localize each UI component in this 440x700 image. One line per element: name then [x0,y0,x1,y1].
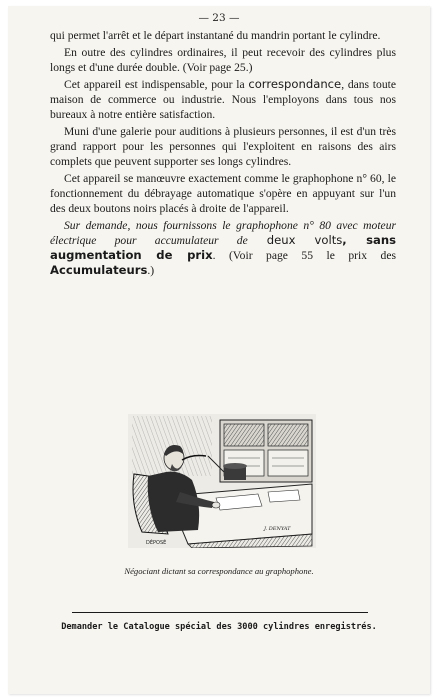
deposit-mark: DÉPOSÉ [146,540,167,546]
paragraph-3-before: Cet appareil est indispensable, pour la [64,78,249,91]
page-number: — 23 — [198,12,240,24]
illustration-caption: Négociant dictant sa correspondance au graphophone. [124,566,314,576]
footer-note: Demander le Catalogue spécial des 3000 cylindres enregistrés. [61,622,377,632]
paragraph-6-bold-2: Accumulateurs [50,263,148,277]
paragraph-1: qui permet l'arrêt et le départ instantané du mandrin portant le cylindre. [50,29,381,42]
paragraph-3-emphasis: correspondance [248,77,342,91]
paragraph-5: Cet appareil se manœuvre exactement comme le graphophone n° 60, le fonctionnement du débrayage automatique s'opère en appuyant sur l'un des deux boutons noirs placés à droite de l'appareil. [50,172,396,215]
paragraph-3-after: , dans toute maison de commerce ou industrie. Nous l'employons dans tous nos bureaux à notre entière satisfaction. [50,78,396,121]
engraving-man-at-desk-icon [128,414,316,548]
paragraph-6-after: . (Voir page 55 le prix des [212,249,396,262]
paragraph-6-sans: deux volts [247,233,343,247]
catalog-page [8,6,430,694]
paragraph-6-end: .) [147,264,155,277]
paragraph-6 [50,218,396,278]
body-text [50,28,396,280]
engraver-signature: J. DENYAT [264,526,291,532]
paragraph-4: Muni d'une galerie pour auditions à plusieurs personnes, il est d'un très grand rapport pour les personnes qui l'exploitent en raisons des airs complets que peuvent supporter ses longs cylindres. [50,125,396,168]
divider [72,612,368,613]
paragraph-6-italic: Sur demande, nous fournissons le graphophone n° 80 avec moteur électrique pour accumulateur de [50,219,396,247]
paragraph-3 [50,77,396,122]
paragraph-2: En outre des cylindres ordinaires, il peut recevoir des cylindres plus longs et d'une durée double. (Voir page 25.) [50,46,396,74]
paragraph-6-bold-1: , sans augmentation de prix [50,233,396,262]
